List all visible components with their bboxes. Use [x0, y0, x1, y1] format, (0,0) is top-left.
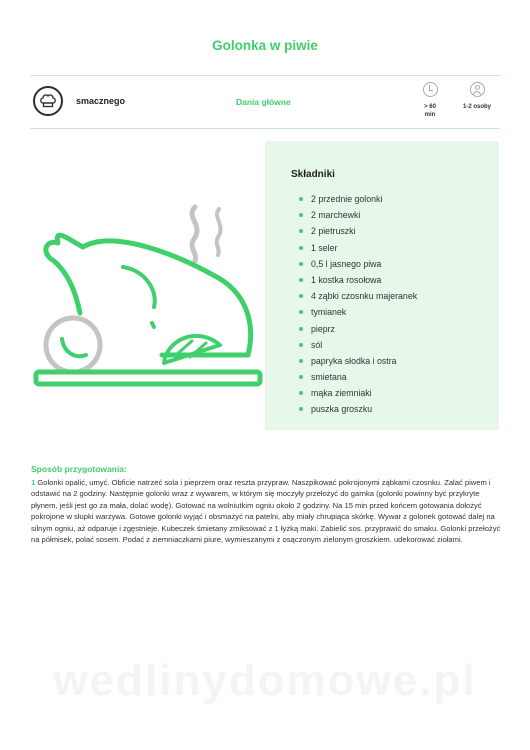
- ingredient-item: 0,5 l jasnego piwa: [311, 259, 417, 275]
- clock-icon: [423, 82, 438, 97]
- brand-name: smacznego: [76, 96, 126, 106]
- prep-time: [418, 82, 442, 119]
- ingredient-item: pieprz: [311, 324, 417, 340]
- divider-bottom: [30, 128, 500, 129]
- ingredient-item: papryka słodka i ostra: [311, 356, 417, 372]
- prep-time-value: > 60: [424, 104, 436, 110]
- chef-hat-icon: [33, 86, 63, 116]
- ingredient-item: mąka ziemniaki: [311, 388, 417, 404]
- watermark: wedlinydomowe.pl: [53, 656, 477, 705]
- ingredients-title: Składniki: [291, 169, 335, 180]
- servings: [458, 82, 496, 111]
- recipe-category: Dania główne: [236, 97, 291, 107]
- ingredient-item: sól: [311, 340, 417, 356]
- ingredient-item: 2 marchewki: [311, 210, 417, 226]
- ingredients-list: [311, 194, 417, 421]
- method-text: [31, 477, 501, 545]
- method-step-text: Golonki opalić, umyć. Obficie natrzeć sola i pieprzem oraz reszta przypraw. Naszpikować pokrojonymi ząbkami czosnku. Zalać piwem i odstawić na 2 godziny. Następnie golonki wraz z wywarem, w którym się moczyły przełożyć do garnka (golonki powinny być przykryte płynem, jeśli jest go za mała, dolać wodę). Gotować na wolniutkim ogniu około 2 godziny. Na 15 min przed końcem gotowania dołożyć pokrojone w słupki warzywa. Gotowe golonki wyjąć i obsmażyć na patelni, aby miały chrupiąca skórkę. Wywar z golonek gotować dalej na silnym ogniu, aż odparuje i zgęstnieje. Kubeczek śmietany zmiksować z 1 łyżką maki. Zabielić sos. przyprawić do smaku. Golonki przełożyć na półmisek, polać sosem. Podać z ziemniaczkami piure, wymieszanymi z osączonym zielonym groszkiem. udekorować ziołami.: [31, 478, 501, 545]
- step-number: 1: [31, 478, 36, 487]
- ingredient-item: 2 pietruszki: [311, 226, 417, 242]
- roasted-pork-knuckle-illustration: [28, 195, 268, 395]
- ingredient-item: tymianek: [311, 307, 417, 323]
- ingredient-item: 2 przednie golonki: [311, 194, 417, 210]
- ingredient-item: smietana: [311, 372, 417, 388]
- method-title: Sposób przygotowania:: [31, 464, 127, 474]
- ingredient-item: 4 ząbki czosnku majeranek: [311, 291, 417, 307]
- prep-time-unit: min: [424, 112, 436, 118]
- servings-value: 1-2 osoby: [462, 104, 491, 110]
- recipe-title: Golonka w piwie: [212, 38, 318, 53]
- person-icon: [470, 82, 485, 97]
- ingredients-panel: [265, 141, 499, 430]
- recipe-header: [30, 76, 500, 128]
- ingredient-item: 1 kostka rosołowa: [311, 275, 417, 291]
- ingredient-item: 1 seler: [311, 243, 417, 259]
- ingredient-item: puszka groszku: [311, 404, 417, 420]
